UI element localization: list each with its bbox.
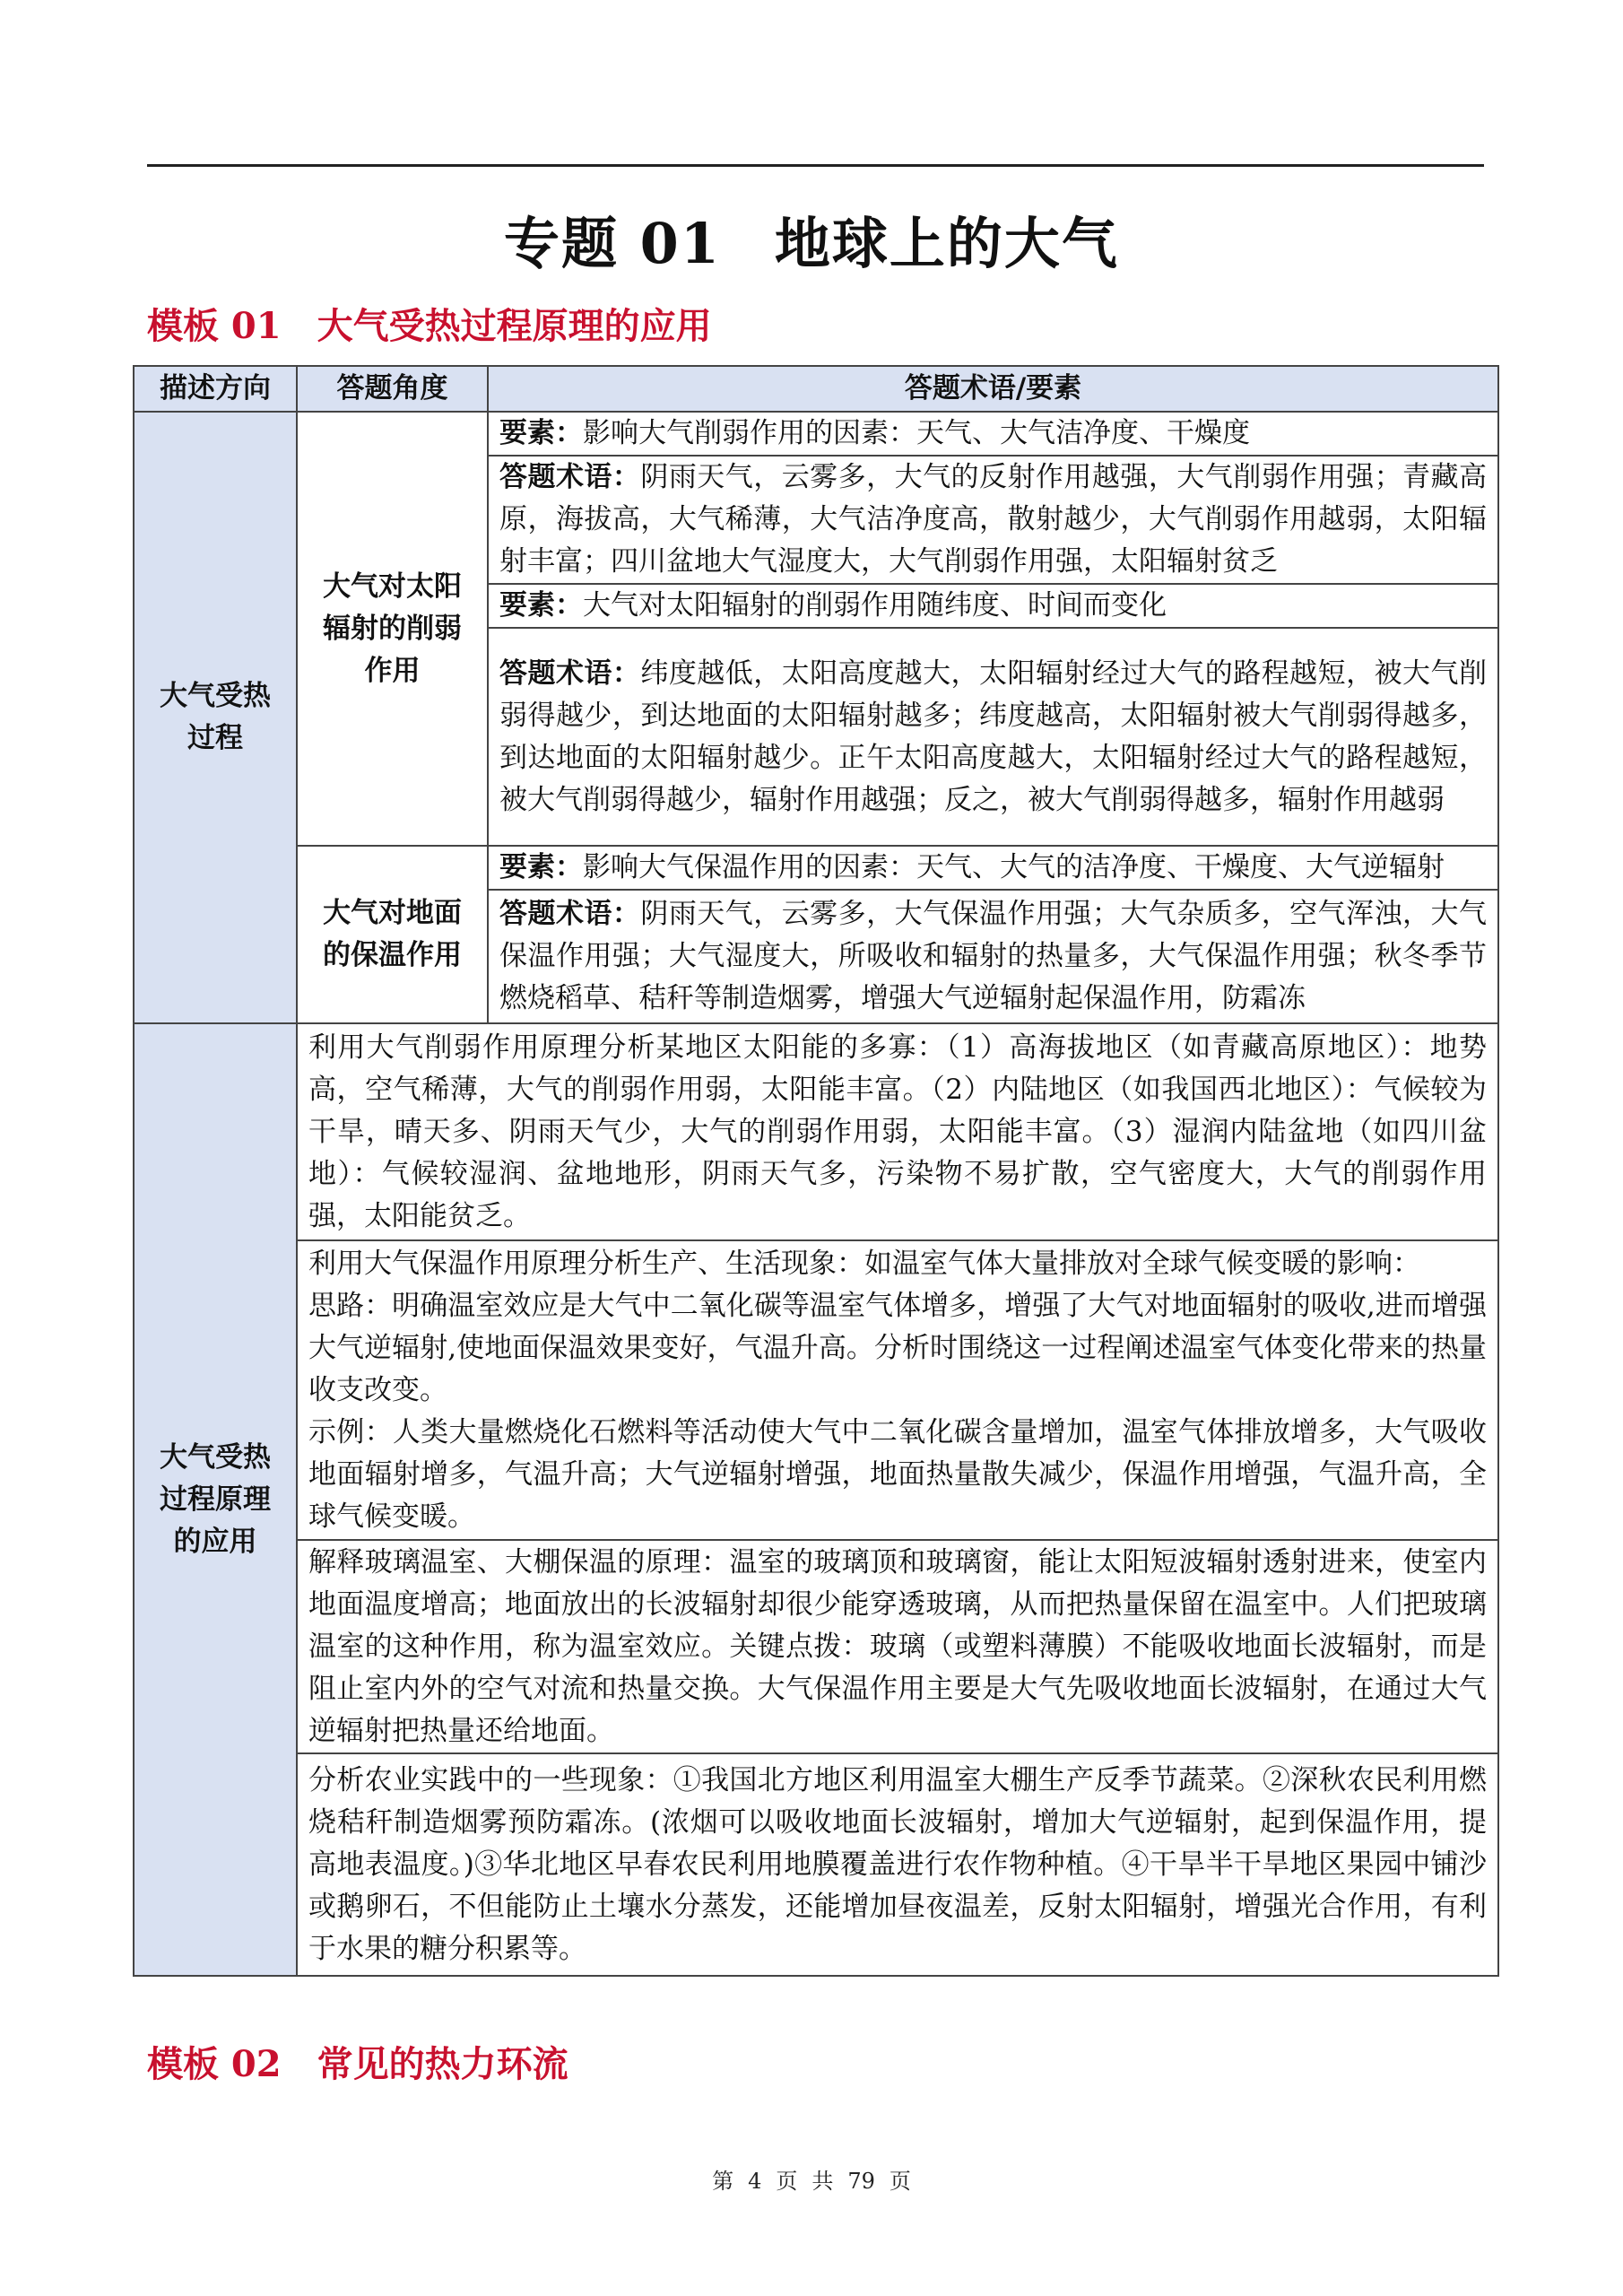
table-cell <box>488 584 1498 628</box>
section-heading-1 <box>147 298 712 349</box>
header-angle: 答题角度 <box>297 366 488 412</box>
cell-text: 影响大气削弱作用的因素：天气、大气洁净度、干燥度 <box>583 417 1250 449</box>
table-cell <box>297 1240 1498 1540</box>
cell-key: 要素： <box>499 851 583 883</box>
group-label: 大气受热过程原理的应用 <box>134 1023 297 1976</box>
table-header-row <box>134 366 1498 412</box>
group-label: 大气受热过程 <box>134 412 297 1023</box>
cell-key: 要素： <box>499 417 583 449</box>
angle-label: 大气对地面的保温作用 <box>297 846 488 1023</box>
table-cell: 利用大气削弱作用原理分析某地区太阳能的多寡：（1）高海拔地区（如青藏高原地区）：地势高，空气稀薄，大气的削弱作用弱，太阳能丰富。（2）内陆地区（如我国西北地区）：气候较为干旱，晴天多、阴雨天气少，大气的削弱作用弱，太阳能丰富。（3）湿润内陆盆地（如四川盆地）：气候较湿润、盆地地形，阴雨天气多，污染物不易扩散，空气密度大，大气的削弱作用强，太阳能贫乏。 <box>297 1023 1498 1240</box>
table-cell <box>488 890 1498 1023</box>
title-prefix: 专题 01 <box>504 211 721 276</box>
cell-text: 阴雨天气，云雾多，大气的反射作用越强，大气削弱作用强；青藏高原，海拔高，大气稀薄，大气洁净度高，散射越少，大气削弱作用越弱，太阳辐射丰富；四川盆地大气湿度大，大气削弱作用强，太阳辐射贫乏 <box>499 461 1488 578</box>
table-cell <box>488 846 1498 890</box>
answer-template-table <box>133 365 1499 1977</box>
table-cell <box>488 412 1498 456</box>
page-footer <box>0 2163 1623 2195</box>
total-pages: 79 <box>847 2169 875 2194</box>
table-cell: 分析农业实践中的一些现象：①我国北方地区利用温室大棚生产反季节蔬菜。②深秋农民利用燃烧秸秆制造烟雾预防霜冻。(浓烟可以吸收地面长波辐射，增加大气逆辐射，起到保温作用，提高地表温度。)③华北地区早春农民利用地膜覆盖进行农作物种植。④干旱半干旱地区果园中铺沙或鹅卵石，不但能防止土壤水分蒸发，还能增加昼夜温差，反射太阳辐射，增强光合作用，有利于水果的糖分积累等。 <box>297 1753 1498 1976</box>
section-heading-2 <box>147 2036 568 2087</box>
section-number: 模板 01 <box>147 305 282 347</box>
footer-text: 共 <box>812 2169 834 2194</box>
footer-text: 第 <box>712 2169 734 2194</box>
footer-text: 页 <box>889 2169 911 2194</box>
header-rule <box>147 164 1484 167</box>
cell-para: 示例：人类大量燃烧化石燃料等活动使大气中二氧化碳含量增加，温室气体排放增多，大气吸收地面辐射增多，气温升高；大气逆辐射增强，地面热量散失减少，保温作用增强，气温升高，全球气候变暖。 <box>308 1415 1487 1533</box>
cell-key: 答题术语： <box>499 657 641 690</box>
table-row <box>134 846 1498 890</box>
table-row <box>134 1023 1498 1240</box>
title-name: 地球上的大气 <box>774 211 1119 276</box>
header-terms: 答题术语/要素 <box>488 366 1498 412</box>
cell-para: 利用大气保温作用原理分析生产、生活现象：如温室气体大量排放对全球气候变暖的影响： <box>308 1247 1420 1280</box>
header-direction: 描述方向 <box>134 366 297 412</box>
cell-key: 要素： <box>499 589 583 622</box>
footer-text: 页 <box>776 2169 798 2194</box>
section-number: 模板 02 <box>147 2043 282 2085</box>
cell-text: 影响大气保温作用的因素：天气、大气的洁净度、干燥度、大气逆辐射 <box>583 851 1445 883</box>
table-cell <box>488 628 1498 846</box>
table-cell <box>488 456 1498 584</box>
page-title <box>0 199 1623 279</box>
cell-key: 答题术语： <box>499 461 641 493</box>
section-name: 大气受热过程原理的应用 <box>317 305 712 347</box>
table-row <box>134 1540 1498 1753</box>
cell-text: 纬度越低，太阳高度越大，太阳辐射经过大气的路程越短，被大气削弱得越少，到达地面的太阳辐射越多；纬度越高，太阳辐射被大气削弱得越多，到达地面的太阳辐射越少。正午太阳高度越大，太阳辐射经过大气的路程越短，被大气削弱得越少，辐射作用越强；反之，被大气削弱得越多，辐射作用越弱 <box>499 657 1488 816</box>
cell-text: 大气对太阳辐射的削弱作用随纬度、时间而变化 <box>583 589 1167 622</box>
table-cell: 解释玻璃温室、大棚保温的原理：温室的玻璃顶和玻璃窗，能让太阳短波辐射透射进来，使室内地面温度增高；地面放出的长波辐射却很少能穿透玻璃，从而把热量保留在温室中。人们把玻璃温室的这种作用，称为温室效应。关键点拨：玻璃（或塑料薄膜）不能吸收地面长波辐射，而是阻止室内外的空气对流和热量交换。大气保温作用主要是大气先吸收地面长波辐射，在通过大气逆辐射把热量还给地面。 <box>297 1540 1498 1753</box>
table-row <box>134 1240 1498 1540</box>
cell-para: 思路：明确温室效应是大气中二氧化碳等温室气体增多，增强了大气对地面辐射的吸收,进而增强大气逆辐射,使地面保温效果变好，气温升高。分析时围绕这一过程阐述温室气体变化带来的热量收支改变。 <box>308 1289 1487 1406</box>
table-row <box>134 1753 1498 1976</box>
cell-text: 阴雨天气，云雾多，大气保温作用强；大气杂质多，空气浑浊，大气保温作用强；大气湿度大，所吸收和辐射的热量多，大气保温作用强；秋冬季节燃烧稻草、秸秆等制造烟雾，增强大气逆辐射起保温作用，防霜冻 <box>499 898 1488 1014</box>
page-number: 4 <box>748 2169 762 2194</box>
angle-label: 大气对太阳辐射的削弱作用 <box>297 412 488 846</box>
cell-key: 答题术语： <box>499 898 641 930</box>
table-row <box>134 412 1498 456</box>
section-name: 常见的热力环流 <box>317 2043 568 2085</box>
